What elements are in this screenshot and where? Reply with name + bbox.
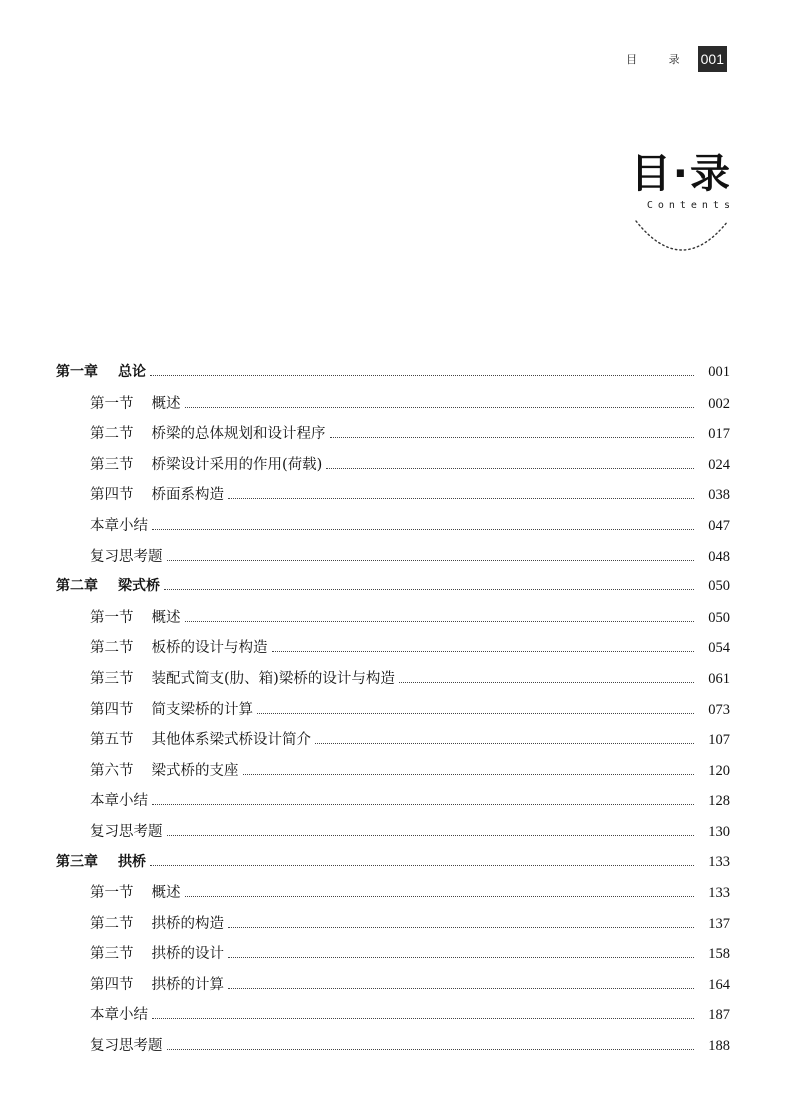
toc-entry-page: 107: [708, 732, 730, 749]
toc-entry-number: 第二节: [90, 915, 134, 932]
running-header-title: 目 录: [626, 53, 694, 66]
toc-entry-page: 054: [708, 640, 730, 657]
toc-dot-leader: [150, 375, 694, 376]
toc-dot-leader: [152, 1018, 694, 1019]
toc-section-row: [56, 1003, 730, 1034]
toc-entry-page: 048: [708, 548, 730, 565]
toc-entry-page: 061: [708, 670, 730, 687]
toc-entry-number: 第六节: [90, 762, 134, 779]
toc-entry-page: 017: [708, 426, 730, 443]
toc-entry-number: 第一节: [90, 609, 134, 626]
toc-section-row: [56, 759, 730, 790]
toc-entry-title: 复习思考题: [90, 548, 163, 565]
toc-entry-page: 050: [708, 578, 730, 595]
toc-entry-title: 拱桥的计算: [151, 976, 224, 993]
toc-entry-page: 188: [708, 1038, 730, 1055]
toc-section-row: [56, 636, 730, 667]
toc-section-row: [56, 667, 730, 698]
toc-section-row: [56, 789, 730, 820]
toc-entry-number: 第一节: [90, 395, 134, 412]
toc-entry-title: 板桥的设计与构造: [151, 640, 268, 657]
toc-section-row: [56, 545, 730, 576]
toc-dot-leader: [228, 498, 694, 499]
toc-entry-title: 本章小结: [90, 1007, 148, 1024]
toc-entry-page: 187: [708, 1007, 730, 1024]
toc-entry-page: 158: [708, 946, 730, 963]
toc-entry-number: 第一章: [56, 364, 98, 380]
toc-dot-leader: [150, 865, 694, 866]
toc-entry-title: 概述: [151, 885, 181, 902]
toc-section-row: [56, 912, 730, 943]
toc-dot-leader: [228, 927, 694, 928]
toc-entry-number: 第三章: [56, 853, 98, 870]
toc-entry-number: 第三节: [90, 456, 134, 473]
toc-entry-title: 本章小结: [90, 517, 148, 534]
toc-dot-leader: [164, 589, 694, 590]
toc-entry-title: 总论: [118, 364, 146, 380]
toc-section-row: [56, 606, 730, 637]
toc-dot-leader: [185, 896, 695, 897]
toc-entry-page: 130: [708, 823, 730, 840]
toc-dot-leader: [228, 957, 694, 958]
title-block: [612, 148, 735, 253]
toc-entry-title: 桥梁的总体规划和设计程序: [151, 426, 326, 443]
toc-entry-number: 第四节: [90, 487, 134, 504]
toc-entry-title: 梁式桥的支座: [151, 762, 239, 779]
toc-entry-page: 002: [708, 395, 730, 412]
toc-entry-page: 001: [708, 364, 730, 380]
toc-entry-title: 桥梁设计采用的作用(荷载): [151, 456, 323, 473]
toc-section-row: [56, 698, 730, 729]
toc-entry-title: 概述: [151, 395, 181, 412]
decorative-dotted-arc: [632, 217, 732, 253]
toc-dot-leader: [315, 743, 694, 744]
toc-entry-number: 第二节: [90, 426, 134, 443]
toc-dot-leader: [152, 529, 694, 530]
toc-dot-leader: [330, 437, 695, 438]
toc-entry-page: 164: [708, 976, 730, 993]
toc-section-row: [56, 1034, 730, 1065]
toc-dot-leader: [228, 988, 694, 989]
toc-entry-page: 128: [708, 793, 730, 810]
toc-section-row: [56, 422, 730, 453]
toc-entry-title: 复习思考题: [90, 823, 163, 840]
toc-section-row: [56, 973, 730, 1004]
toc-entry-title: 拱桥的构造: [151, 915, 224, 932]
toc-entry-number: 第二节: [90, 640, 134, 657]
toc-entry-title: 拱桥: [118, 853, 146, 870]
toc-dot-leader: [167, 1049, 695, 1050]
toc-dot-leader: [272, 651, 695, 652]
toc-section-row: [56, 514, 730, 545]
toc-entry-title: 本章小结: [90, 793, 148, 810]
toc-entry-title: 装配式简支(肋、箱)梁桥的设计与构造: [151, 670, 395, 687]
toc-dot-leader: [152, 804, 694, 805]
toc-dot-leader: [167, 560, 695, 561]
toc-entry-title: 桥面系构造: [151, 487, 224, 504]
toc-entry-title: 简支梁桥的计算: [151, 701, 253, 718]
toc-entry-number: 第三节: [90, 670, 134, 687]
toc-section-row: [56, 942, 730, 973]
toc-entry-number: 第四节: [90, 976, 134, 993]
toc-dot-leader: [185, 621, 695, 622]
toc-section-row: [56, 483, 730, 514]
page-subtitle: Contents: [646, 200, 735, 211]
toc-entry-page: 133: [708, 885, 730, 902]
toc-section-row: [56, 392, 730, 423]
toc-chapter-row: [56, 575, 730, 606]
toc-entry-number: 第三节: [90, 946, 134, 963]
toc-entry-number: 第二章: [56, 578, 98, 595]
toc-entry-number: 第四节: [90, 701, 134, 718]
toc-entry-number: 第五节: [90, 732, 134, 749]
table-of-contents: [56, 361, 730, 1065]
toc-entry-page: 137: [708, 915, 730, 932]
toc-entry-page: 024: [708, 456, 730, 473]
toc-entry-title: 复习思考题: [90, 1038, 163, 1055]
toc-entry-title: 梁式桥: [118, 578, 160, 595]
toc-entry-title: 拱桥的设计: [151, 946, 224, 963]
toc-dot-leader: [185, 407, 695, 408]
page-title: 目·录: [630, 151, 732, 197]
toc-entry-title: 概述: [151, 609, 181, 626]
toc-entry-page: 047: [708, 517, 730, 534]
toc-section-row: [56, 453, 730, 484]
toc-entry-page: 133: [708, 853, 730, 870]
toc-entry-page: 050: [708, 609, 730, 626]
toc-chapter-row: [56, 361, 730, 392]
running-header-page-number: 001: [698, 46, 727, 72]
toc-dot-leader: [243, 774, 695, 775]
toc-chapter-row: [56, 851, 730, 882]
toc-dot-leader: [257, 713, 694, 714]
toc-entry-page: 073: [708, 701, 730, 718]
toc-dot-leader: [399, 682, 694, 683]
toc-entry-title: 其他体系梁式桥设计简介: [151, 732, 311, 749]
toc-entry-page: 038: [708, 487, 730, 504]
toc-dot-leader: [167, 835, 695, 836]
toc-entry-page: 120: [708, 762, 730, 779]
toc-dot-leader: [326, 468, 694, 469]
toc-section-row: [56, 728, 730, 759]
running-header: [626, 46, 727, 72]
toc-section-row: [56, 820, 730, 851]
toc-section-row: [56, 881, 730, 912]
toc-entry-number: 第一节: [90, 885, 134, 902]
